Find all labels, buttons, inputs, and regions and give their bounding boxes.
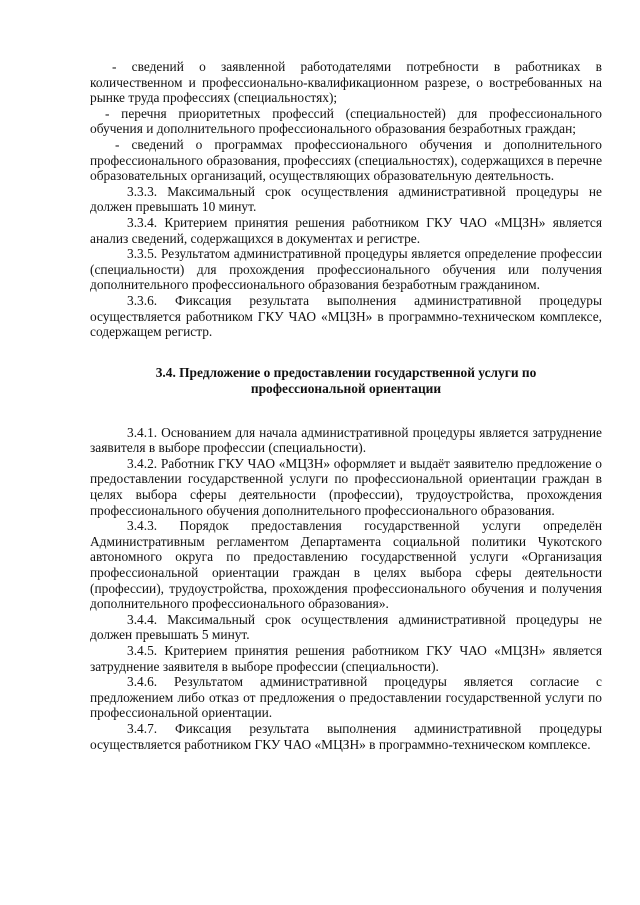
paragraph-3-4-4: 3.4.4. Максимальный срок осуществления административной процедуры не должен превышать 5 минут. — [90, 611, 602, 643]
document-page — [90, 59, 602, 752]
bullet-priority-professions: - перечня приоритетных профессий (специальностей) для профессионального обучения и дополнительного профессионального образования безработных граждан; — [90, 105, 602, 137]
paragraph-3-3-6: 3.3.6. Фиксация результата выполнения административной процедуры осуществляется работником ГКУ ЧАО «МЦЗН» в программно-техническом комплексе, содержащем регистр. — [90, 292, 602, 340]
paragraph-3-4-7: 3.4.7. Фиксация результата выполнения административной процедуры осуществляется работником ГКУ ЧАО «МЦЗН» в программно-техническом комплексе. — [90, 720, 602, 752]
section-heading-3-4: 3.4. Предложение о предоставлении государственной услуги по профессиональной ориентации — [155, 364, 537, 397]
paragraph-3-3-4: 3.3.4. Критерием принятия решения работником ГКУ ЧАО «МЦЗН» является анализ сведений, содержащихся в документах и регистре. — [90, 214, 602, 246]
bullet-employer-demand: - сведений о заявленной работодателями потребности в работниках в количественном и профессионально-квалификационном разрезе, о востребованных на рынке труда профессиях (специальностях); — [90, 59, 602, 106]
paragraph-3-4-3: 3.4.3. Порядок предоставления государственной услуги определён Административным регламентом Департамента социальной политики Чукотского автономного округа по предоставлению государственной услуги «Организация профессиональной ориентации граждан в целях выбора сферы деятельности (профессии), трудоустройства, прохождения профессионального обучения и получения дополнительного профессионального образования». — [90, 518, 602, 612]
paragraph-3-3-3: 3.3.3. Максимальный срок осуществления административной процедуры не должен превышать 10 минут. — [90, 183, 602, 215]
paragraph-3-4-6: 3.4.6. Результатом административной процедуры является согласие с предложением либо отказ от предложения о предоставлении государственной услуги по профессиональной ориентации. — [90, 674, 602, 721]
paragraph-3-3-5: 3.3.5. Результатом административной процедуры является определение профессии (специальности) для прохождения профессионального обучения или получения дополнительного профессионального образования безработным гражданином. — [90, 246, 602, 293]
paragraph-3-4-1: 3.4.1. Основанием для начала административной процедуры является затруднение заявителя в выборе профессии (специальности). — [90, 424, 602, 456]
paragraph-3-4-2: 3.4.2. Работник ГКУ ЧАО «МЦЗН» оформляет и выдаёт заявителю предложение о предоставлении государственной услуги по профессиональной ориентации граждан в целях выбора сферы деятельности (профессии), трудоустройства, прохождения профессионального обучения дополнительного профессионального образования. — [90, 455, 602, 518]
paragraph-3-4-5: 3.4.5. Критерием принятия решения работником ГКУ ЧАО «МЦЗН» является затруднение заявителя в выборе профессии (специальности). — [90, 643, 602, 674]
bullet-education-programs: - сведений о программах профессионального обучения и дополнительного профессионального образования, профессиях (специальностях), содержащихся в перечне образовательных организаций, осуществляющих образовательную деятельность. — [90, 136, 603, 184]
